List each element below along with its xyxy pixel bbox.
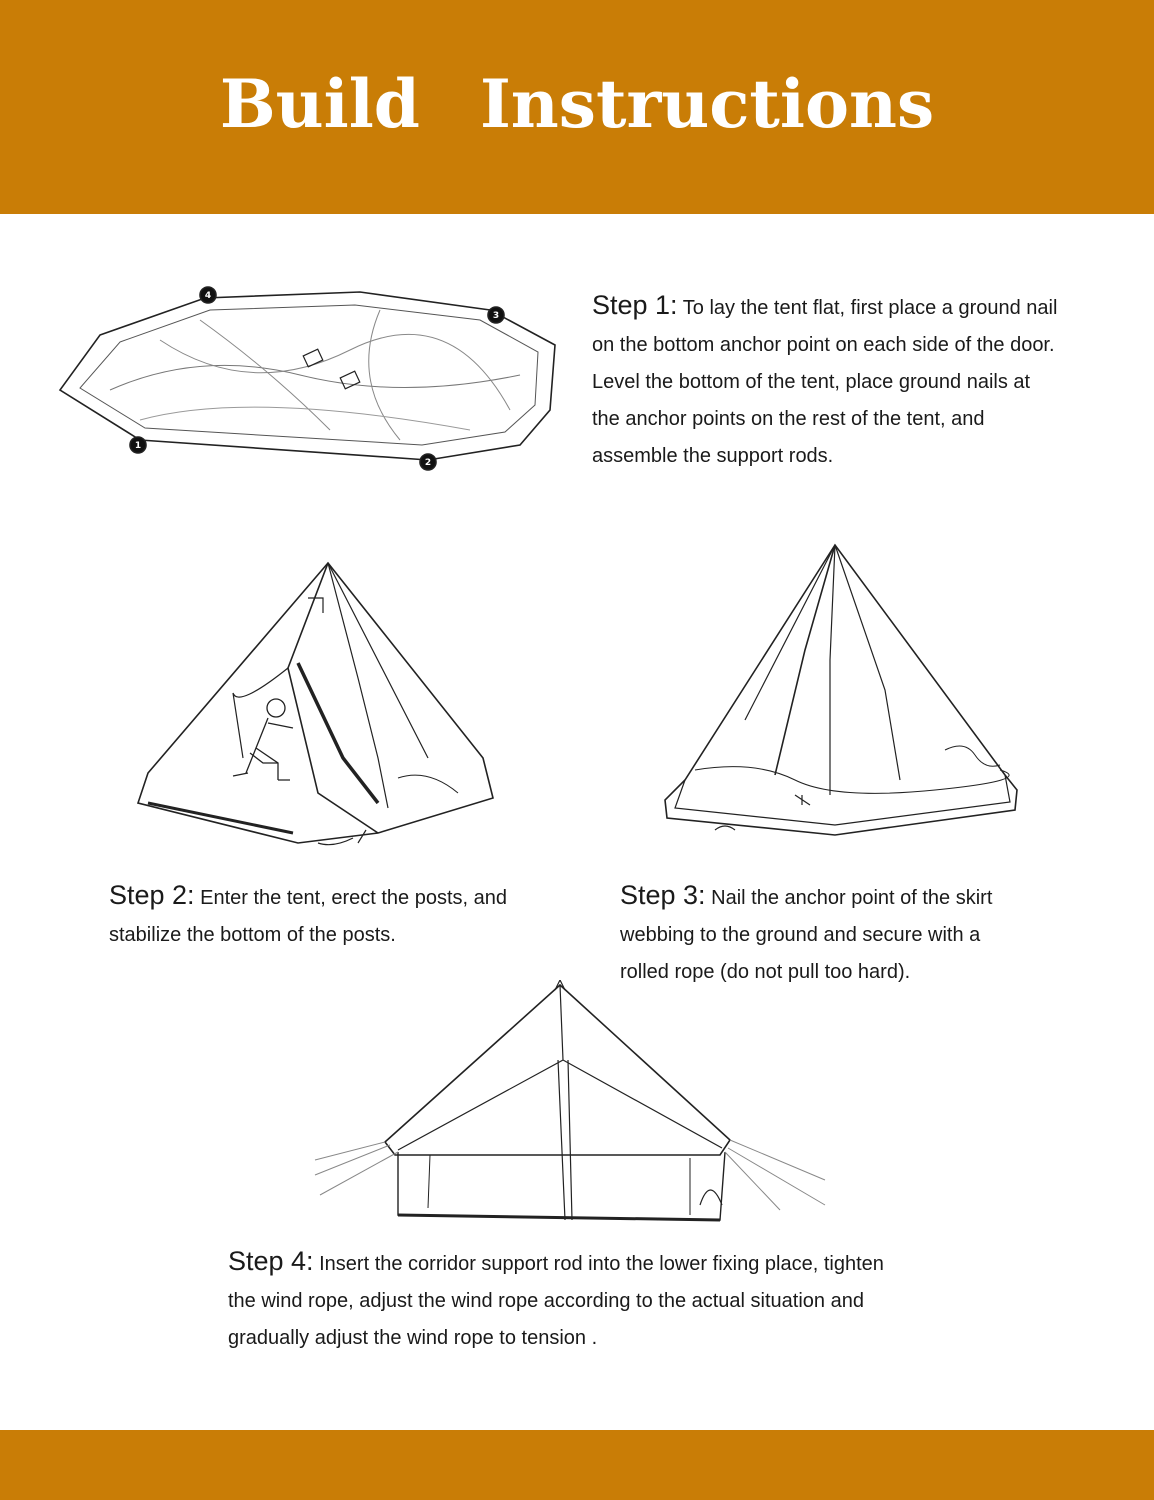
step-1-text: To lay the tent flat, first place a ground nail on the bottom anchor point on each side of the door. Level the bottom of the tent, place ground nails at the anchor points on the rest of the tent, and assemble the support rods. — [592, 297, 1058, 467]
svg-text:1: 1 — [134, 441, 142, 451]
step-1-label: Step 1: — [592, 290, 678, 320]
header-banner — [0, 0, 1154, 214]
step-4 — [228, 1243, 888, 1357]
step-3-label: Step 3: — [620, 880, 706, 910]
anchor-marker-4 — [200, 287, 216, 303]
step-4-label: Step 4: — [228, 1246, 314, 1276]
page-title — [0, 64, 1154, 144]
anchor-marker-2 — [420, 454, 436, 470]
step-2 — [109, 877, 509, 954]
step2-illustration — [128, 558, 508, 858]
step-2-label: Step 2: — [109, 880, 195, 910]
step4-illustration — [310, 980, 830, 1230]
anchor-marker-3 — [488, 307, 504, 323]
step-1 — [592, 287, 1062, 475]
step3-illustration — [655, 540, 1030, 840]
svg-text:4: 4 — [204, 291, 212, 301]
footer-banner — [0, 1430, 1154, 1500]
step-3-text: Nail the anchor point of the skirt webbing to the ground and secure with a rolled rope (do not pull too hard). — [620, 887, 993, 983]
svg-text:3: 3 — [492, 311, 500, 321]
step1-illustration — [50, 280, 590, 480]
step-3 — [620, 877, 1030, 991]
step-2-text: Enter the tent, erect the posts, and stabilize the bottom of the posts. — [109, 887, 507, 946]
svg-text:2: 2 — [424, 458, 432, 468]
title-word-instructions: Instructions — [479, 65, 935, 143]
title-word-build: Build — [219, 65, 420, 143]
step-4-text: Insert the corridor support rod into the lower fixing place, tighten the wind rope, adjust the wind rope according to the actual situation and gradually adjust the wind rope to tension . — [228, 1253, 884, 1349]
anchor-marker-1 — [130, 437, 146, 453]
person-figure — [233, 699, 293, 780]
